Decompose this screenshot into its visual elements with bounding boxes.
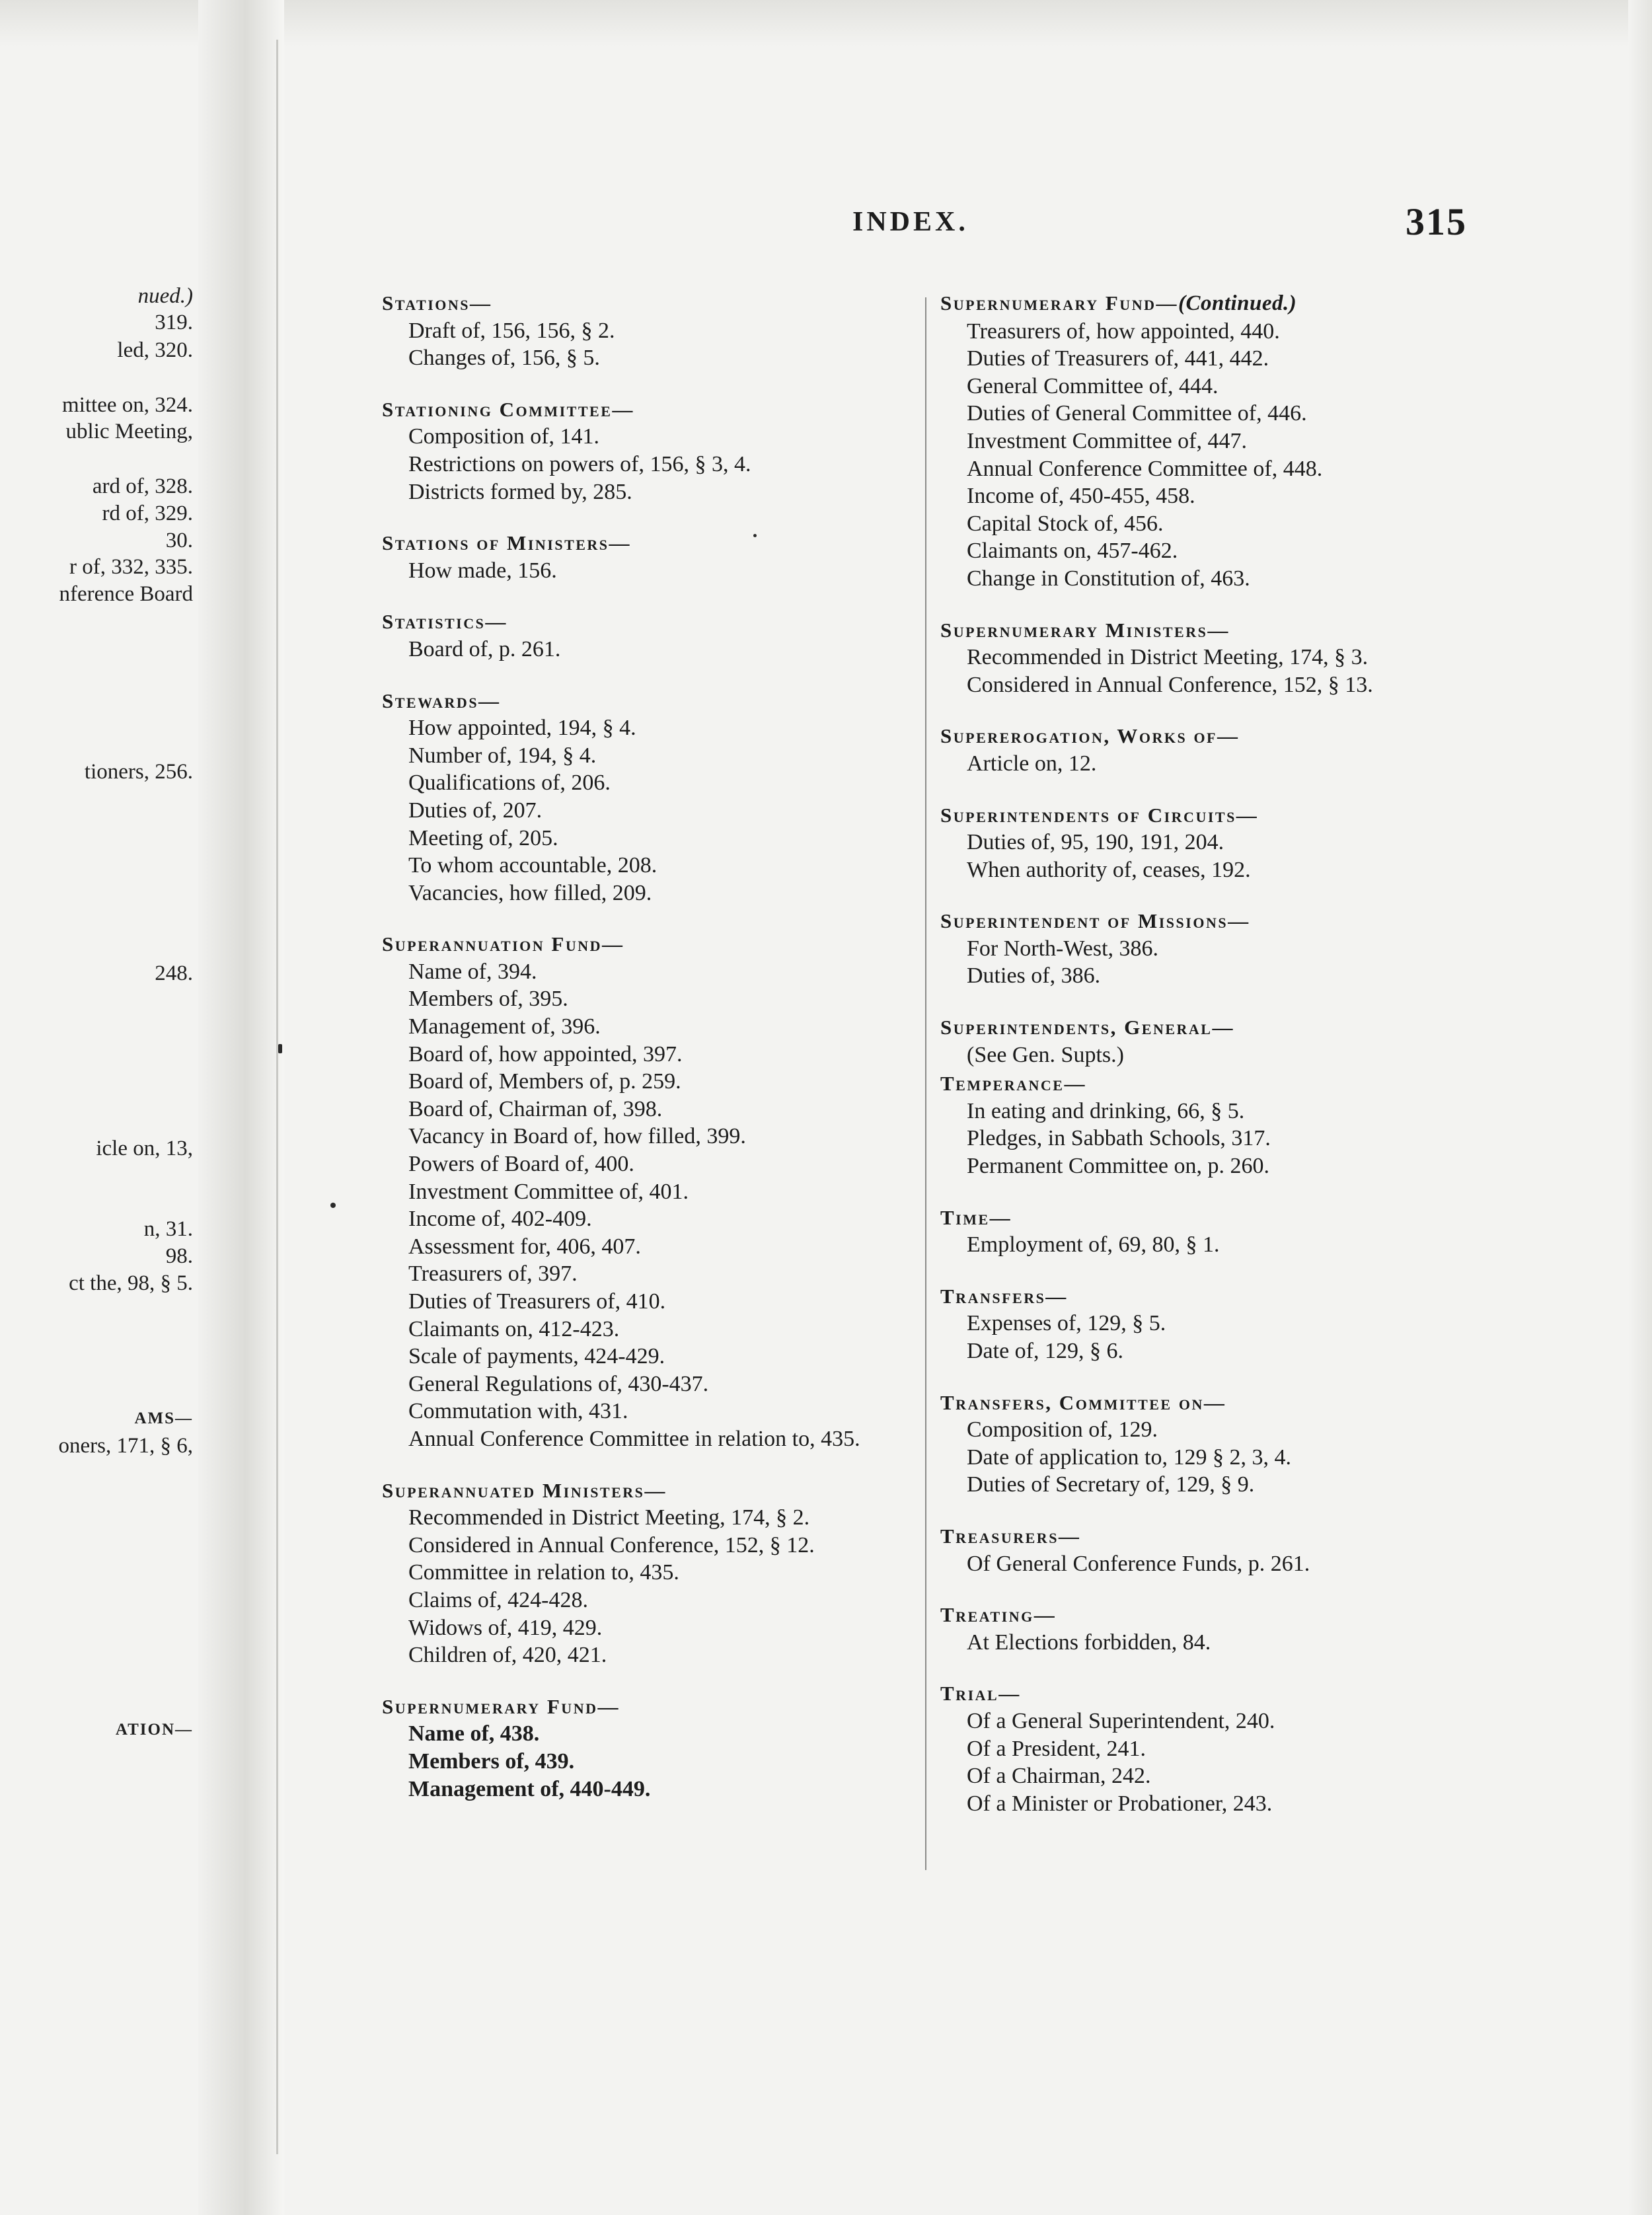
index-subentry: Annual Conference Committee of, 448.	[967, 456, 1323, 481]
index-subentry: Name of, 394.	[408, 959, 537, 984]
index-subentry: Change in Constitution of, 463.	[967, 566, 1250, 591]
facing-page-text: oners, 171, § 6,	[58, 1434, 193, 1458]
index-subentry: How made, 156.	[408, 558, 557, 583]
running-title: INDEX.	[852, 207, 969, 237]
index-heading	[940, 289, 1482, 318]
facing-page-text: 319.	[155, 311, 193, 334]
index-entry	[382, 1693, 911, 1803]
index-heading-text: Stewards—	[382, 689, 501, 712]
facing-page-text: nference Board	[59, 582, 193, 606]
index-heading	[382, 289, 911, 317]
index-column-right	[940, 289, 1482, 1841]
index-heading	[382, 529, 911, 557]
index-heading-text: Temperance—	[940, 1072, 1086, 1096]
facing-page-text: ct the, 98, § 5.	[69, 1271, 193, 1295]
index-heading-text: Superannuation Fund—	[382, 932, 624, 956]
index-subentry: Board of, p. 261.	[408, 636, 561, 661]
index-subentry: How appointed, 194, § 4.	[408, 716, 636, 741]
index-entry	[382, 608, 911, 663]
index-subentry: Date of application to, 129 § 2, 3, 4.	[967, 1445, 1292, 1470]
index-subentry: Duties of, 95, 190, 191, 204.	[967, 830, 1224, 855]
facing-page-text: icle on, 13,	[96, 1137, 193, 1160]
index-entry	[940, 1204, 1482, 1259]
index-entry	[940, 289, 1482, 593]
index-heading	[940, 1283, 1482, 1310]
index-subentry: Members of, 439.	[408, 1748, 575, 1774]
index-subentry: Name of, 438.	[408, 1721, 540, 1746]
page-number: 315	[1406, 200, 1467, 243]
index-subentry: Assessment for, 406, 407.	[408, 1234, 641, 1259]
index-heading-text: Superintendent of Missions—	[940, 909, 1250, 933]
index-heading-text: Supernumerary Fund—	[382, 1694, 620, 1718]
index-subentry: Considered in Annual Conference, 152, § 13.	[967, 672, 1373, 697]
index-subentry: Composition of, 129.	[967, 1417, 1158, 1443]
index-subentry: Expenses of, 129, § 5.	[967, 1311, 1166, 1336]
index-heading	[940, 1389, 1482, 1417]
index-subentry: Scale of payments, 424-429.	[408, 1344, 665, 1369]
index-subentry: Of a Chairman, 242.	[967, 1764, 1151, 1789]
page-header	[852, 200, 1480, 259]
index-heading	[382, 930, 911, 958]
index-subentry: Board of, Members of, p. 259.	[408, 1069, 681, 1094]
facing-page-text: rd of, 329.	[102, 502, 193, 525]
facing-page-text: ard of, 328.	[92, 474, 193, 498]
index-subentry: Management of, 396.	[408, 1014, 601, 1039]
index-heading-text: Supererogation, Works of—	[940, 724, 1240, 748]
index-subentry: Committee in relation to, 435.	[408, 1560, 679, 1585]
index-column-left	[382, 289, 911, 1826]
index-subentry: Claims of, 424-428.	[408, 1587, 588, 1612]
facing-page-text: nued.)	[137, 284, 193, 308]
index-heading-text: Time—	[940, 1205, 1012, 1229]
index-heading	[940, 617, 1482, 644]
index-heading-text: Treating—	[940, 1603, 1057, 1627]
index-subentry: Treasurers of, how appointed, 440.	[967, 319, 1280, 344]
facing-page-text: ublic Meeting,	[65, 420, 193, 443]
index-subentry: Composition of, 141.	[408, 424, 600, 449]
index-subentry: Commutation with, 431.	[408, 1399, 628, 1424]
index-heading-text: Superintendents of Circuits—	[940, 803, 1259, 827]
index-entry	[940, 1680, 1482, 1817]
continued-note: (Continued.)	[1178, 291, 1297, 315]
column-divider	[925, 297, 926, 1870]
index-subentry: Meeting of, 205.	[408, 825, 558, 850]
index-heading	[382, 1693, 911, 1721]
index-heading	[940, 1070, 1482, 1098]
scan-speck	[753, 534, 757, 537]
index-entry	[940, 907, 1482, 990]
scan-speck	[278, 1044, 282, 1053]
index-subentry: General Regulations of, 430-437.	[408, 1371, 709, 1396]
index-subentry: Members of, 395.	[408, 987, 568, 1012]
scan-speck	[330, 1203, 336, 1208]
facing-page-text: AMS—	[134, 1409, 193, 1427]
index-heading-text: Supernumerary Ministers—	[940, 618, 1230, 642]
index-subentry: In eating and drinking, 66, § 5.	[967, 1098, 1245, 1123]
index-subentry: Qualifications of, 206.	[408, 770, 611, 796]
scan-edge-right	[1628, 0, 1652, 2215]
index-subentry: Treasurers of, 397.	[408, 1261, 578, 1287]
index-subentry: General Committee of, 444.	[967, 373, 1219, 398]
index-heading	[940, 722, 1482, 750]
index-subentry: Employment of, 69, 80, § 1.	[967, 1232, 1220, 1258]
index-entry	[382, 1477, 911, 1669]
index-entry	[940, 1283, 1482, 1365]
index-subentry: Of General Conference Funds, p. 261.	[967, 1551, 1310, 1576]
index-subentry: Duties of, 207.	[408, 798, 543, 823]
index-subentry: To whom accountable, 208.	[408, 853, 657, 878]
index-heading-text: Statistics—	[382, 610, 507, 634]
index-subentry: Considered in Annual Conference, 152, § 12.	[408, 1532, 815, 1558]
index-subentry: Pledges, in Sabbath Schools, 317.	[967, 1126, 1271, 1151]
index-subentry: Date of, 129, § 6.	[967, 1339, 1124, 1363]
index-entry	[940, 1070, 1482, 1180]
index-heading-text: Superannuated Ministers—	[382, 1478, 667, 1502]
index-heading-text: Superintendents, General—	[940, 1016, 1234, 1039]
index-heading	[940, 802, 1482, 829]
facing-page-text: mittee on, 324.	[62, 393, 193, 417]
index-entry	[940, 1601, 1482, 1656]
index-subentry: Of a President, 241.	[967, 1736, 1146, 1761]
index-subentry: Income of, 450-455, 458.	[967, 484, 1195, 509]
index-subentry: Investment Committee of, 447.	[967, 428, 1247, 453]
facing-page-fragment	[0, 0, 218, 2215]
facing-page-text: ATION—	[115, 1721, 193, 1739]
index-heading	[940, 1522, 1482, 1550]
index-entry	[940, 1522, 1482, 1577]
index-subentry: Of a Minister or Probationer, 243.	[967, 1791, 1273, 1816]
index-subentry: Widows of, 419, 429.	[408, 1615, 603, 1640]
index-heading-text: Transfers, Committee on—	[940, 1390, 1226, 1414]
index-subentry: Recommended in District Meeting, 174, § 3.	[967, 645, 1369, 670]
index-entry	[940, 617, 1482, 699]
index-heading	[940, 1204, 1482, 1232]
gutter-line	[276, 40, 278, 2154]
index-heading	[940, 1014, 1482, 1041]
index-subentry: For North-West, 386.	[967, 936, 1159, 961]
index-subentry: When authority of, ceases, 192.	[967, 857, 1251, 882]
index-entry	[382, 529, 911, 584]
index-heading-text: Stations of Ministers—	[382, 531, 632, 555]
index-subentry: Duties of Treasurers of, 441, 442.	[967, 346, 1269, 371]
index-entry	[940, 722, 1482, 777]
index-heading-text: Treasurers—	[940, 1524, 1081, 1548]
index-entry	[382, 930, 911, 1452]
index-subentry: Number of, 194, § 4.	[408, 743, 597, 768]
facing-page-text: 30.	[165, 529, 193, 552]
index-subentry: Vacancies, how filled, 209.	[408, 880, 652, 905]
index-heading	[382, 1477, 911, 1505]
index-subentry: Annual Conference Committee in relation to, 435.	[408, 1426, 860, 1451]
facing-page-text: 98.	[165, 1244, 193, 1268]
index-subentry: Duties of, 386.	[967, 963, 1101, 989]
index-heading	[382, 687, 911, 715]
index-subentry: Capital Stock of, 456.	[967, 511, 1164, 536]
index-heading	[940, 907, 1482, 935]
index-subentry: Vacancy in Board of, how filled, 399.	[408, 1124, 746, 1149]
index-subentry: Management of, 440-449.	[408, 1776, 651, 1801]
index-entry	[382, 289, 911, 372]
index-heading	[382, 608, 911, 636]
index-subentry: Draft of, 156, 156, § 2.	[408, 318, 615, 343]
facing-page-text: 248.	[155, 961, 193, 985]
index-subentry: Income of, 402-409.	[408, 1207, 592, 1232]
index-subentry: Duties of Secretary of, 129, § 9.	[967, 1472, 1255, 1497]
index-heading-text: Transfers—	[940, 1284, 1068, 1308]
index-subentry: (See Gen. Supts.)	[967, 1042, 1124, 1067]
index-subentry: Restrictions on powers of, 156, § 3, 4.	[408, 451, 751, 476]
index-heading-text: Supernumerary Fund—	[940, 291, 1178, 315]
index-subentry: Duties of Treasurers of, 410.	[408, 1289, 666, 1314]
index-heading-text: Trial—	[940, 1682, 1021, 1706]
index-entry	[382, 396, 911, 506]
index-subentry: Districts formed by, 285.	[408, 479, 632, 504]
index-subentry: At Elections forbidden, 84.	[967, 1630, 1211, 1655]
index-subentry: Permanent Committee on, p. 260.	[967, 1154, 1269, 1179]
index-subentry: Duties of General Committee of, 446.	[967, 401, 1307, 426]
index-entry	[382, 687, 911, 907]
index-entry	[940, 1014, 1482, 1069]
facing-page-text: tioners, 256.	[84, 760, 193, 784]
index-heading	[940, 1680, 1482, 1708]
index-subentry: Investment Committee of, 401.	[408, 1179, 689, 1204]
index-subentry: Recommended in District Meeting, 174, § 2.	[408, 1505, 810, 1530]
index-subentry: Board of, how appointed, 397.	[408, 1041, 683, 1067]
facing-page-text: r of, 332, 335.	[69, 555, 193, 579]
index-entry	[940, 1389, 1482, 1499]
index-subentry: Powers of Board of, 400.	[408, 1152, 634, 1177]
index-heading	[382, 396, 911, 424]
index-subentry: Claimants on, 457-462.	[967, 539, 1178, 564]
index-subentry: Children of, 420, 421.	[408, 1643, 607, 1668]
index-entry	[940, 802, 1482, 884]
index-heading-text: Stationing Committee—	[382, 397, 634, 421]
index-heading-text: Stations—	[382, 291, 492, 315]
index-subentry: Claimants on, 412-423.	[408, 1316, 620, 1341]
index-subentry: Of a General Superintendent, 240.	[967, 1708, 1275, 1733]
index-heading	[940, 1601, 1482, 1629]
facing-page-text: led, 320.	[117, 338, 193, 362]
index-subentry: Changes of, 156, § 5.	[408, 346, 600, 371]
index-subentry: Board of, Chairman of, 398.	[408, 1096, 663, 1121]
index-subentry: Article on, 12.	[967, 751, 1097, 776]
facing-page-text: n, 31.	[143, 1217, 193, 1241]
